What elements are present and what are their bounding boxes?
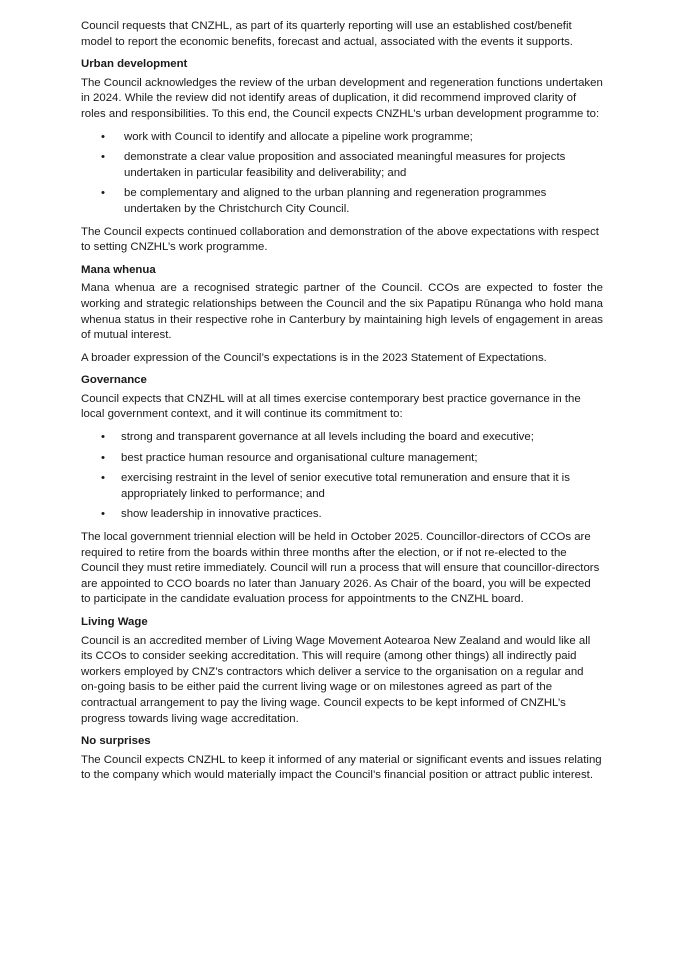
- list-item: [81, 130, 603, 146]
- urban-development-closing: The Council expects continued collaboration and demonstration of the above expectations with respect to setting CNZHL’s work programme.: [81, 225, 599, 254]
- heading-governance: Governance: [81, 374, 147, 387]
- list-item: [81, 451, 603, 467]
- living-wage-paragraph: Council is an accredited member of Living Wage Movement Aotearoa New Zealand and would like all its CCOs to consider seeking accreditation. This will require (among other things) all indirectly paid workers employed by CNZ’s contractors which deliver a service to the organisation on a regular and on-going basis to be either paid the current living wage or on milestones agreed as part of the contractual arrangement to pay the living wage. Council expects to be kept informed of CNZHL’s progress towards living wage accreditation.: [81, 634, 591, 725]
- no-surprises-paragraph: The Council expects CNZHL to keep it informed of any material or significant events and issues relating to the company which would materially impact the Council’s financial position or attract public interest.: [81, 753, 602, 782]
- list-item-text: exercising restraint in the level of senior executive total remuneration and ensure that it is appropriately linked to performance; and: [121, 472, 570, 500]
- intro-paragraph: Council requests that CNZHL, as part of its quarterly reporting will use an established cost/benefit model to report the economic benefits, forecast and actual, associated with the events it supports.: [81, 20, 573, 48]
- list-item-text: be complementary and aligned to the urban planning and regeneration programmes undertaken by the Christchurch City Council.: [124, 187, 547, 215]
- list-item-text: show leadership in innovative practices.: [121, 508, 322, 521]
- governance-paragraph: Council expects that CNZHL will at all times exercise contemporary best practice governance in the local government context, and it will continue its commitment to:: [81, 392, 581, 421]
- heading-living-wage: Living Wage: [81, 616, 148, 628]
- list-item: [81, 471, 603, 502]
- list-item-text: best practice human resource and organisational culture management;: [121, 451, 478, 464]
- list-item-text: demonstrate a clear value proposition and associated meaningful measures for projects undertaken in particular feasibility and deliverability; and: [124, 151, 566, 179]
- bullet-icon: •: [101, 451, 105, 464]
- list-item: [81, 150, 603, 181]
- list-item-text: strong and transparent governance at all levels including the board and executive;: [121, 431, 534, 444]
- document-page: [81, 19, 603, 791]
- governance-closing: The local government triennial election will be held in October 2025. Councillor-directors of CCOs are required to retire from the boards within three months after the election, or if not re-elected to the Council they must retire immediately. Council will run a process that will ensure that councillor-directors are appointed to CCO boards no later than January 2026. As Chair of the board, you will be expected to participate in the candidate evaluation process for appointments to the CNZHL board.: [81, 531, 600, 606]
- mana-whenua-closing: A broader expression of the Council’s expectations is in the 2023 Statement of Expectations.: [81, 351, 547, 364]
- governance-list: [81, 430, 603, 523]
- bullet-icon: •: [101, 508, 105, 521]
- bullet-icon: •: [101, 431, 105, 444]
- urban-development-list: [81, 130, 603, 218]
- list-item-text: work with Council to identify and allocate a pipeline work programme;: [124, 130, 473, 143]
- urban-development-paragraph: The Council acknowledges the review of the urban development and regeneration functions undertaken in 2024. While the review did not identify areas of duplication, it did recommend improved clarity of roles and responsibilities. To this end, the Council expects CNZHL’s urban development programme to:: [81, 76, 603, 120]
- mana-whenua-paragraph: Mana whenua are a recognised strategic partner of the Council. CCOs are expected to foster the working and strategic relationships between the Council and the six Papatipu Rūnanga who hold mana whenua status in their respective rohe in Canterbury by maintaining high levels of engagement in areas of mutual interest.: [81, 282, 603, 342]
- bullet-icon: •: [101, 472, 105, 485]
- list-item: [81, 186, 603, 217]
- bullet-icon: •: [101, 187, 105, 200]
- heading-no-surprises: No surprises: [81, 735, 151, 748]
- list-item: [81, 430, 603, 446]
- bullet-icon: •: [101, 151, 105, 164]
- heading-urban-development: Urban development: [81, 58, 188, 71]
- heading-mana-whenua: Mana whenua: [81, 263, 156, 276]
- bullet-icon: •: [101, 130, 105, 143]
- list-item: [81, 507, 603, 523]
